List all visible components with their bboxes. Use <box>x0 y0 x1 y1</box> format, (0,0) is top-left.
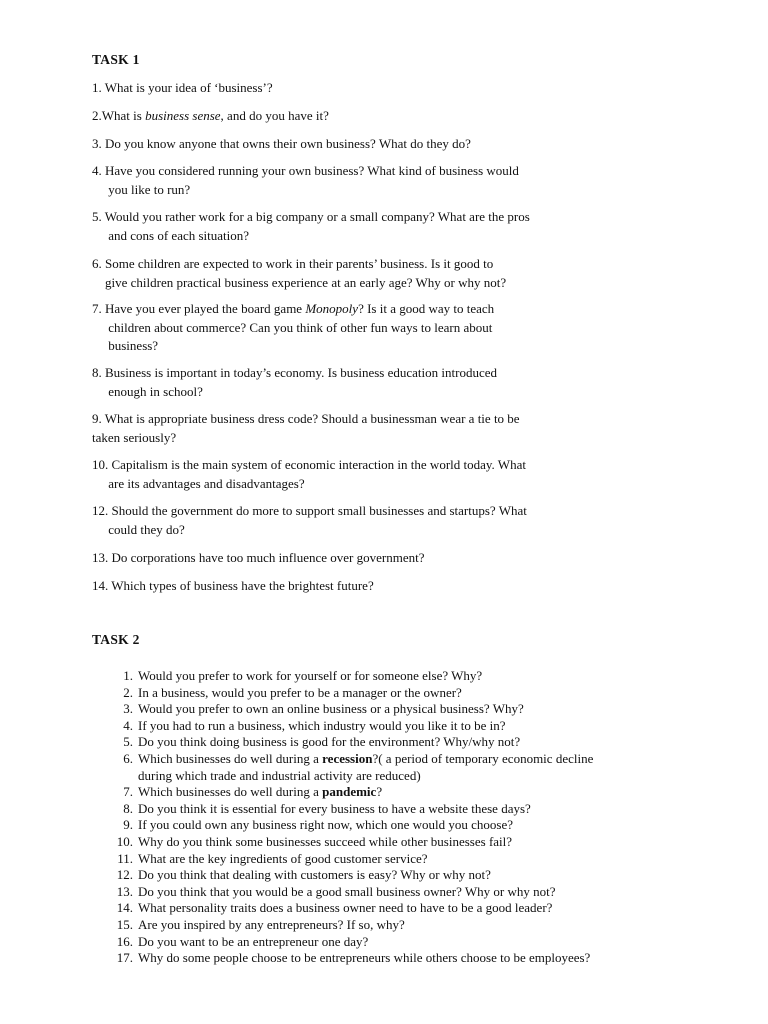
task2-heading: TASK 2 <box>92 632 140 647</box>
list-item: 6. Which businesses do well during a recession?( a period of temporary economic decline during which trade and industrial activity are reduced) <box>123 750 594 783</box>
task1-question: 1. What is your idea of ‘business’? <box>92 80 273 95</box>
list-item: 7. Which businesses do well during a pandemic? <box>123 784 383 800</box>
task1-question: 8. Business is important in today’s economy. Is business education introduced enough in school? <box>92 365 497 399</box>
task1-question: 13. Do corporations have too much influence over government? <box>92 550 425 565</box>
task1-question: 2.What is business sense, and do you have it? <box>92 108 329 123</box>
list-item: 3. Would you prefer to own an online business or a physical business? Why? <box>123 701 524 717</box>
list-item: 17. Why do some people choose to be entrepreneurs while others choose to be employees? <box>116 950 591 966</box>
list-item: 5. Do you think doing business is good for the environment? Why/why not? <box>123 734 521 750</box>
list-item: 16. Do you want to be an entrepreneur one day? <box>116 933 369 949</box>
list-item: 10. Why do you think some businesses succeed while other businesses fail? <box>116 833 513 849</box>
list-item: 8. Do you think it is essential for every business to have a website these days? <box>123 800 531 816</box>
task1-question: 9. What is appropriate business dress code? Should a businessman wear a tie to be taken seriously? <box>92 411 520 445</box>
list-item: 13. Do you think that you would be a good small business owner? Why or why not? <box>116 883 556 899</box>
task2-list <box>113 668 733 967</box>
task1-question: 14. Which types of business have the brightest future? <box>92 578 374 593</box>
task1-question: 5. Would you rather work for a big company or a small company? What are the pros and cons of each situation? <box>92 209 530 243</box>
list-item: 4. If you had to run a business, which industry would you like it to be in? <box>123 717 506 733</box>
task1-question: 12. Should the government do more to support small businesses and startups? What could they do? <box>92 503 527 537</box>
list-item: 1. Would you prefer to work for yourself or for someone else? Why? <box>123 668 483 683</box>
task1-question: 10. Capitalism is the main system of economic interaction in the world today. What are its advantages and disadvantages? <box>92 457 526 491</box>
list-item: 2. In a business, would you prefer to be a manager or the owner? <box>123 684 462 700</box>
task1-question: 7. Have you ever played the board game Monopoly? Is it a good way to teach children about commerce? Can you think of other fun ways to learn about business? <box>92 301 495 353</box>
list-item: 12. Do you think that dealing with customers is easy? Why or why not? <box>116 867 491 883</box>
task1-question: 4. Have you considered running your own business? What kind of business would you like to run? <box>92 163 519 197</box>
task1-question: 3. Do you know anyone that owns their own business? What do they do? <box>92 136 471 151</box>
task1-question: 6. Some children are expected to work in their parents’ business. Is it good to give children practical business experience at an early age? Why or why not? <box>92 256 507 290</box>
list-item: 14. What personality traits does a business owner need to have to be a good leader? <box>116 900 553 916</box>
task1-heading: TASK 1 <box>92 52 140 67</box>
list-item: 15. Are you inspired by any entrepreneurs? If so, why? <box>116 916 405 932</box>
list-item: 9. If you could own any business right now, which one would you choose? <box>123 817 514 833</box>
list-item: 11. What are the key ingredients of good customer service? <box>117 850 428 866</box>
